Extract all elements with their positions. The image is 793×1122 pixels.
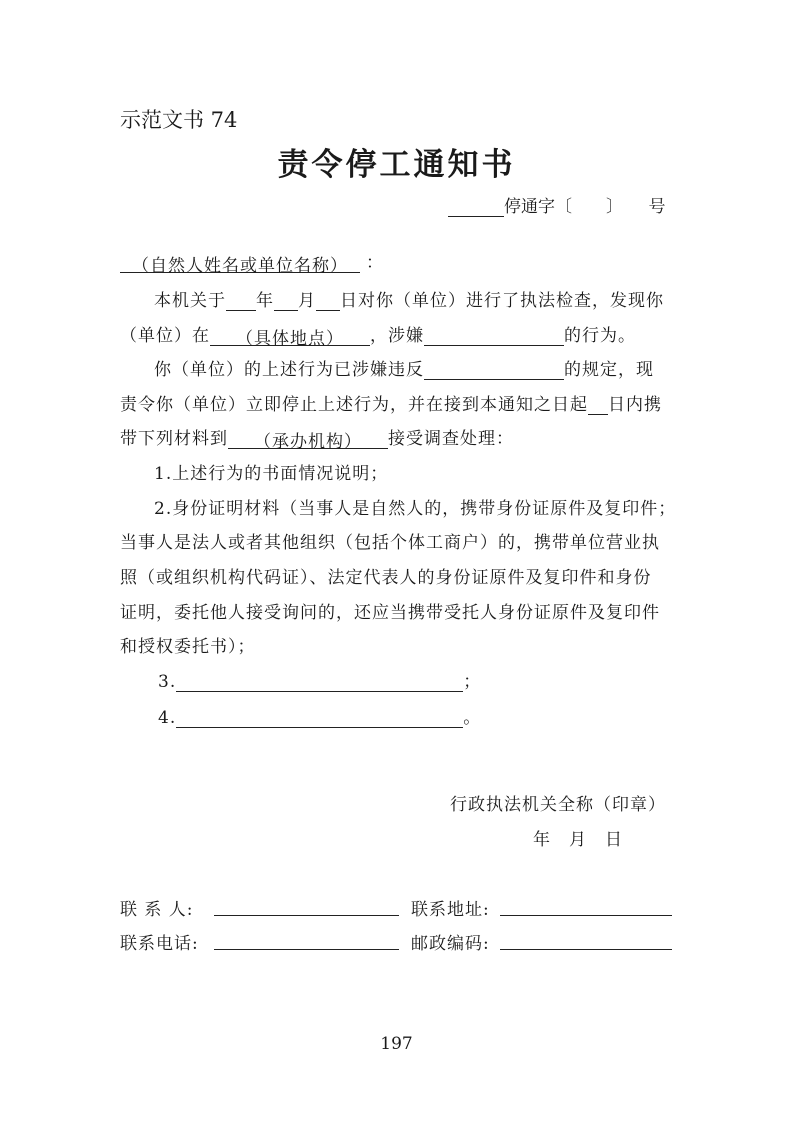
text: 的行为。 xyxy=(564,326,636,346)
text: 日对你（单位）进行了执法检查，发现你 xyxy=(340,291,664,311)
text: ，涉嫌 xyxy=(370,326,424,346)
item-2-line-1: 2.身份证明材料（当事人是自然人的，携带身份证原件及复印件； xyxy=(154,499,677,519)
text: （单位）在 xyxy=(120,326,210,346)
location-field[interactable]: （具体地点） xyxy=(210,324,370,346)
contact-phone-field[interactable] xyxy=(214,929,399,950)
text: 责令你（单位）立即停止上述行为，并在接到本通知之日起 xyxy=(120,395,588,415)
month-blank[interactable] xyxy=(274,289,298,311)
item-3 xyxy=(158,667,481,692)
paragraph-2-line-1 xyxy=(154,355,654,380)
day-blank[interactable] xyxy=(316,289,340,311)
contact-address-field[interactable] xyxy=(500,895,672,916)
document-title: 责令停工通知书 xyxy=(277,147,516,183)
item-3-blank[interactable] xyxy=(176,670,463,692)
text: 接受调查处理： xyxy=(388,429,514,449)
agency-field[interactable]: （承办机构） xyxy=(228,427,388,449)
postcode-field[interactable] xyxy=(500,929,672,950)
paragraph-1-line-1 xyxy=(154,286,664,311)
document-serial: 示范文书 74 xyxy=(120,108,238,132)
issuing-authority: 行政执法机关全称（印章） xyxy=(450,795,666,815)
text: 月 xyxy=(298,291,316,311)
year-blank[interactable] xyxy=(226,289,256,311)
contact-phone-label: 联系电话: xyxy=(120,934,199,954)
text: 4. xyxy=(158,708,177,728)
contact-address-label: 联系地址: xyxy=(411,900,490,920)
paragraph-2-line-3 xyxy=(120,424,514,452)
item-2-line-5: 和授权委托书）； xyxy=(120,637,256,657)
item-2-line-4: 证明，委托他人接受询问的，还应当携带受托人身份证原件及复印件 xyxy=(120,603,660,623)
text: 本机关于 xyxy=(154,291,226,311)
addressee-line xyxy=(120,248,384,276)
document-number xyxy=(448,192,666,217)
paragraph-2-line-2 xyxy=(120,390,662,415)
violated-regulation-blank[interactable] xyxy=(424,358,564,380)
doc-prefix-blank[interactable] xyxy=(448,195,504,217)
item-2-line-3: 照（或组织机构代码证）、法定代表人的身份证原件及复印件和身份 xyxy=(120,568,652,588)
doc-number-text: 停通字〔 〕 号 xyxy=(504,197,666,217)
page-number: 197 xyxy=(380,1034,413,1054)
text: 你（单位）的上述行为已涉嫌违反 xyxy=(154,360,424,380)
paragraph-1-line-2 xyxy=(120,321,636,349)
suspected-act-blank[interactable] xyxy=(424,324,564,346)
item-1: 1.上述行为的书面情况说明； xyxy=(154,464,389,484)
addressee-colon: ： xyxy=(366,253,384,273)
item-4-blank[interactable] xyxy=(176,706,463,728)
days-blank[interactable] xyxy=(588,393,608,415)
text: 3. xyxy=(158,672,177,692)
contact-person-label: 联 系 人: xyxy=(120,900,194,920)
text: 年 xyxy=(256,291,274,311)
postcode-label: 邮政编码: xyxy=(411,934,490,954)
addressee-field[interactable]: （自然人姓名或单位名称） xyxy=(120,251,360,273)
text: 。 xyxy=(463,708,482,728)
text: ； xyxy=(463,672,482,692)
text: 的规定，现 xyxy=(564,360,654,380)
item-2-line-2: 当事人是法人或者其他组织（包括个体工商户）的，携带单位营业执 xyxy=(120,533,660,553)
item-4 xyxy=(158,703,481,728)
text: 带下列材料到 xyxy=(120,429,228,449)
contact-person-field[interactable] xyxy=(214,895,399,916)
text: 日内携 xyxy=(608,395,662,415)
issue-date: 年 月 日 xyxy=(533,830,623,850)
